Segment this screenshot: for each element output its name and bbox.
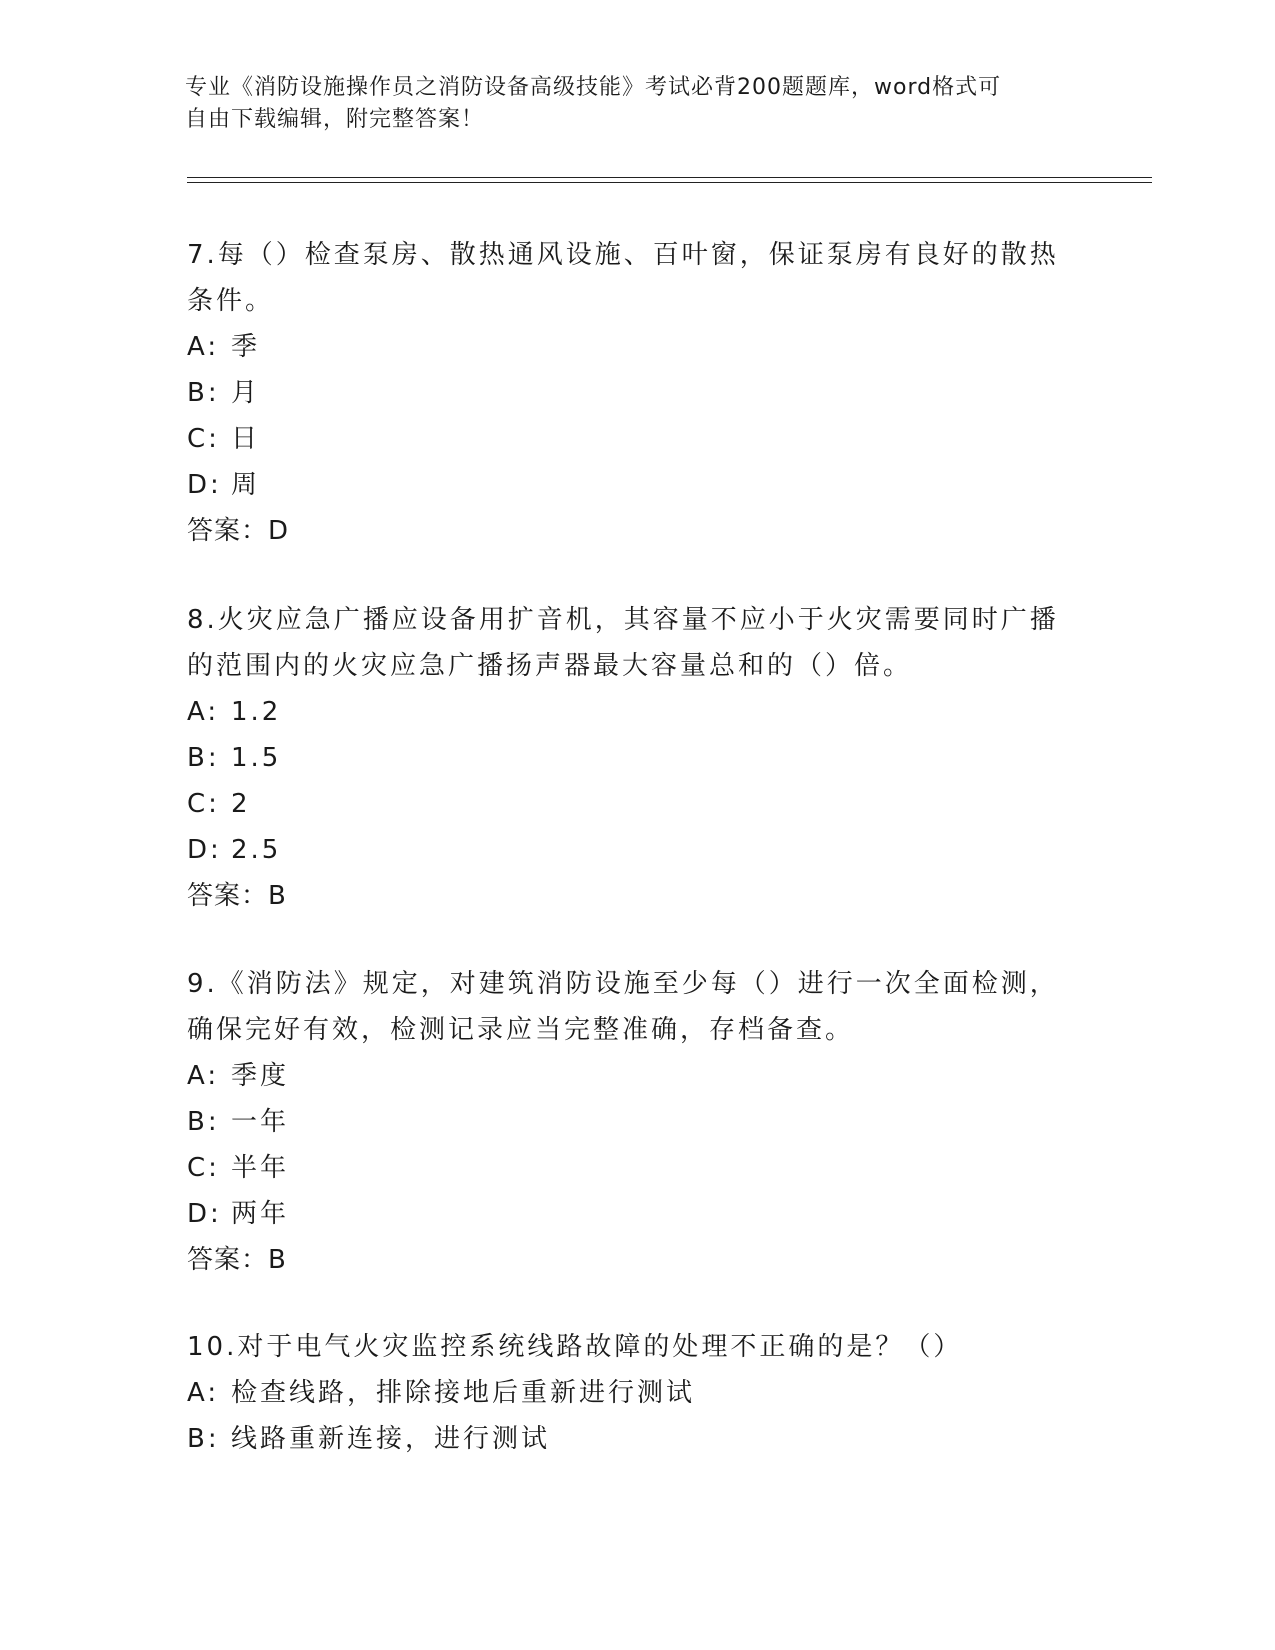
option-text: 一年 <box>231 1107 290 1137</box>
header-divider-bottom <box>187 182 1152 183</box>
option-key: B: <box>187 1424 220 1454</box>
option-text: 日 <box>231 424 261 454</box>
option-key: D: <box>187 470 222 500</box>
option-b <box>187 1416 1067 1462</box>
question-stem-line-2: 确保完好有效，检测记录应当完整准确，存档备查。 <box>187 1015 855 1045</box>
question-stem-line-1: 7.每（）检查泵房、散热通风设施、百叶窗，保证泵房有良好的散热 <box>187 240 1059 270</box>
option-text: 1.2 <box>231 697 282 727</box>
option-b <box>187 1099 1067 1145</box>
option-c <box>187 1145 1067 1191</box>
question-stem-line-1: 10.对于电气火灾监控系统线路故障的处理不正确的是？（） <box>187 1332 963 1362</box>
option-key: B: <box>187 743 220 773</box>
answer-line: 答案：D <box>187 516 290 546</box>
question-stem-line-1: 8.火灾应急广播应设备用扩音机，其容量不应小于火灾需要同时广播 <box>187 605 1059 635</box>
option-key: A: <box>187 1061 220 1091</box>
option-key: C: <box>187 424 220 454</box>
option-text: 2.5 <box>231 835 282 865</box>
option-c <box>187 416 1067 462</box>
option-text: 季 <box>231 332 261 362</box>
option-d <box>187 462 1067 508</box>
question-stem-line-1: 9.《消防法》规定，对建筑消防设施至少每（）进行一次全面检测， <box>187 969 1059 999</box>
header-divider-top <box>187 177 1152 178</box>
option-c <box>187 781 1067 827</box>
option-a <box>187 324 1067 370</box>
answer-line: 答案：B <box>187 881 287 911</box>
option-text: 线路重新连接，进行测试 <box>231 1424 551 1454</box>
option-key: B: <box>187 378 220 408</box>
option-text: 季度 <box>231 1061 290 1091</box>
option-d <box>187 827 1067 873</box>
option-text: 半年 <box>231 1153 290 1183</box>
option-d <box>187 1191 1067 1237</box>
option-key: C: <box>187 1153 220 1183</box>
option-text: 两年 <box>231 1199 290 1229</box>
document-header <box>185 72 1065 136</box>
question-9 <box>187 961 1067 1283</box>
option-text: 检查线路，排除接地后重新进行测试 <box>231 1378 696 1408</box>
option-key: D: <box>187 1199 222 1229</box>
option-text: 1.5 <box>231 743 282 773</box>
option-text: 月 <box>231 378 261 408</box>
option-b <box>187 735 1067 781</box>
option-text: 周 <box>231 470 261 500</box>
option-key: A: <box>187 1378 220 1408</box>
question-10 <box>187 1324 1067 1462</box>
option-a <box>187 1370 1067 1416</box>
header-line-2: 自由下载编辑，附完整答案！ <box>185 107 485 132</box>
option-a <box>187 1053 1067 1099</box>
header-line-1: 专业《消防设施操作员之消防设备高级技能》考试必背200题题库，word格式可 <box>185 75 1002 100</box>
option-key: B: <box>187 1107 220 1137</box>
question-8 <box>187 597 1067 919</box>
option-text: 2 <box>231 789 251 819</box>
option-key: D: <box>187 835 222 865</box>
option-b <box>187 370 1067 416</box>
option-key: A: <box>187 697 220 727</box>
option-key: A: <box>187 332 220 362</box>
question-stem-line-2: 的范围内的火灾应急广播扬声器最大容量总和的（）倍。 <box>187 651 913 681</box>
question-7 <box>187 232 1067 554</box>
question-stem-line-2: 条件。 <box>187 286 275 316</box>
option-key: C: <box>187 789 220 819</box>
option-a <box>187 689 1067 735</box>
answer-line: 答案：B <box>187 1245 287 1275</box>
